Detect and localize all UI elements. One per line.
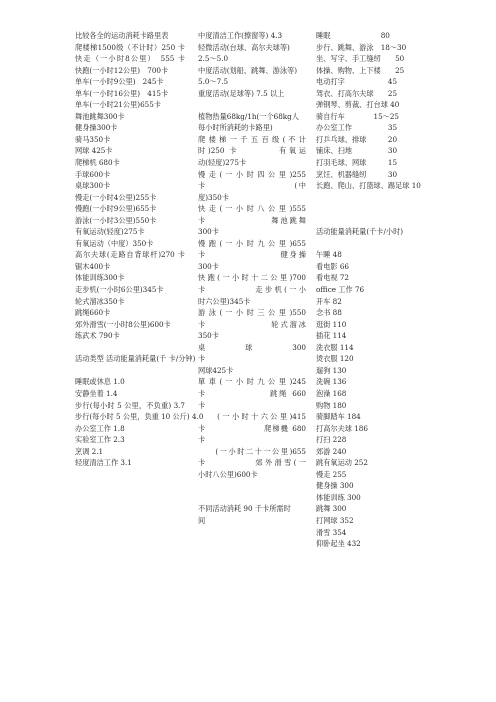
text-line: 爬 楼 梯 一 千 五 百 级 ( 不 计 [198,134,306,144]
text-line: 爬梯机 680卡 [75,158,120,168]
text-line: 300卡 [198,261,219,271]
text-line: 慢 跑 ( 一 小 时 九 公 里 )655 [198,238,306,248]
text-line: 时六公里)345卡 [198,296,251,306]
text-line: 锯木400卡 [75,261,111,271]
text-line: 卡 轮式溜冰 [198,319,306,329]
text-line: 遛狗 130 [316,365,347,375]
text-line: 2.5～5.0 [198,54,229,64]
text-line: 中度清洁工作(擦窗等) 4.3 [198,31,283,40]
text-column-3 [316,30,440,550]
text-line: 打乒乓球、排球 20 [316,134,398,144]
text-line: 不同活动消耗 90 千卡所需时 [198,504,291,514]
text-line: 舞池跳舞300卡 [75,111,125,121]
text-line: 健身操300卡 [75,123,118,133]
text-line [316,203,440,215]
text-line [316,238,440,250]
text-line [316,215,440,227]
text-line: 仰卧起坐 432 [316,539,361,549]
text-line: 网球425卡 [198,365,234,375]
text-line: 滑雪 354 [316,527,347,537]
text-line: 度)350卡 [198,192,229,202]
text-line: 卡 健身操 [198,250,306,260]
text-line: 洗碗 136 [316,377,347,387]
text-line: 烹调 2.1 [75,446,104,456]
text-line: 打羽毛球、网球 15 [316,158,398,168]
text-line: 卡 (中 [198,181,306,191]
text-line: 單 車 ( 一 小 时 九 公 里 )245 [198,377,306,387]
text-line: (一小时十六公里)415 [198,412,306,422]
text-line: 走步机(一小时6公里)345卡 [75,285,164,295]
text-line: 打高尔夫球 186 [316,423,368,433]
text-line [198,99,306,111]
text-line: 5.0～7.5 [198,77,229,87]
text-line: 步行、跳舞、游泳 18～30 [316,42,407,52]
text-line: 轮式溜冰350卡 [75,296,125,306]
text-line: 重度活动(足球等) 7.5 以上 [198,88,285,98]
text-line: 快 走 ( 一 小 时 八 公 里 )555 [198,204,306,214]
text-line: 午睡 48 [316,250,342,260]
text-line: 小时八公里)600卡 [198,469,258,479]
text-line [198,480,306,492]
text-line: 轻微活动(台球、高尔夫球等) [198,42,290,52]
text-line: 手球600卡 [75,169,111,179]
text-line: 单车(一小时16公里) 415卡 [75,88,169,98]
text-line: 驾衣、打高尔夫球 25 [316,88,398,98]
text-line: 每小时所消耗的卡路里) [198,123,273,133]
text-line: 卡 [198,435,206,445]
text-column-1 [75,30,204,469]
text-line [316,192,440,204]
text-line: 爬楼梯1500级（不计时）250 卡 [75,42,185,52]
text-line: 坐、写字、手工缝纫 50 [316,54,405,64]
text-line: 快跑(一小时十二公里)700 [198,273,306,283]
text-line: 打网球 352 [316,515,354,525]
text-line: 电动打字 45 [316,77,398,87]
text-line: 办公室工作 35 [316,123,398,133]
text-line: 骑马350卡 [75,134,111,144]
text-line: 慢跑(一小时9公里)655卡 [75,204,157,214]
text-line: 动(轻度)275卡 [198,158,247,168]
text-line: 活动类型 活动能量消耗量(千 卡/分钟) [75,354,196,364]
text-line: 体能训练 300 [316,492,361,502]
text-line: 植物热量68kg/1h(一个68kg人 [198,111,299,121]
text-line: 烫衣服 120 [316,354,354,364]
text-line: 轻度清洁工作 3.1 [75,458,132,468]
text-line: 网球 425卡 [75,146,113,156]
text-line: 游泳(一小时3公里)550卡 [75,215,157,225]
text-line: 体能训练300卡 [75,273,125,283]
text-line: 活动能量消耗量(千卡/小时) [316,227,404,237]
text-line: 骑自行车 15～25 [316,111,399,121]
text-line [198,492,306,504]
text-line: 跳有氧运动 252 [316,458,368,468]
text-line [75,342,185,354]
text-line: 睡眠 80 [316,31,390,40]
text-line: 办公室工作 1.8 [75,423,125,433]
text-line: 游 泳 ( 一 小 时 三 公 里 )550 [198,308,306,318]
text-line: 慢 走 ( 一 小 时 四 公 里 )255 [198,169,306,179]
text-line: 跳舞 300 [316,504,347,514]
text-line: 时)250 卡 有氧运 [198,146,306,156]
text-line: office 工作 76 [316,285,365,295]
text-line: 300卡 [198,227,219,237]
text-line: 郊游 240 [316,446,347,456]
text-line: 练武术 790卡 [75,331,120,341]
text-line: 卡 走步机(一小 [198,285,306,295]
text-line: 快走（一小时8公里） 555 卡 [75,54,185,64]
text-line: 间 [198,515,206,525]
text-line: 郊外滑雪(一小时8公里)600卡 [75,319,171,329]
text-line: 慢走 255 [316,469,347,479]
text-line: 购物 180 [316,400,347,410]
text-line: 跳绳660卡 [75,308,111,318]
text-line: 卡 舞池跳舞 [198,215,306,225]
text-line: 铺床、扫地 30 [316,146,398,156]
text-line: 快跑(一小时12公里) 700卡 [75,65,169,75]
text-line: 开车 82 [316,296,342,306]
text-line: 高尔夫球(走路自背球杆)270 卡 [75,250,185,260]
text-line: 桌 球 300 [198,342,306,352]
text-line: 卡 跳绳 660 [198,388,306,398]
text-line: 插花 114 [316,331,347,341]
text-line: 实验室工作 2.3 [75,435,125,445]
text-line: 350卡 [198,331,219,341]
text-line: 步行(每小时 5 公里，负重 10 公斤) 4.0 [75,412,204,422]
text-line: 看电视 72 [316,273,349,283]
text-line: 单车(一小时21公里)655卡 [75,100,161,110]
text-line: 安静坐着 1.4 [75,388,118,398]
text-line: 烹饪、机器缝纫 30 [316,169,398,179]
text-line: 看电影 66 [316,261,349,271]
text-line: (一小时二十一公里)655 [198,446,306,456]
text-line: 泡澡 168 [316,388,347,398]
text-line: 有氧运动(轻度)275卡 [75,227,145,237]
text-line: 有氧运动（中度）350卡 [75,238,154,248]
text-line: 卡 郊外滑雪(一 [198,458,306,468]
text-line: 卡 [198,354,206,364]
text-line: 逛街 110 [316,319,347,329]
text-line: 慢走(一小时4公里)255卡 [75,192,157,202]
text-line: 桌球300卡 [75,181,111,191]
text-line: 体操、购物、上下楼 25 [316,65,405,75]
text-line [75,365,185,377]
text-line: 单车(一小时9公里) 245卡 [75,77,164,87]
text-line: 卡 [198,400,206,410]
text-line: 念书 88 [316,308,342,318]
text-line: 洗衣服 114 [316,342,354,352]
text-line: 卡 爬梯機 680 [198,423,306,433]
text-line: 打扫 228 [316,435,347,445]
text-line: 比较各全的运动消耗卡路里表 [75,31,169,40]
text-line: 骑脚踏车 184 [316,412,361,422]
text-column-2 [198,30,306,527]
text-line: 弹钢琴、剪裁、打台球 40 [316,100,400,110]
text-line: 长跑、爬山、打篮球、踢足球 10 [316,181,421,191]
text-line: 健身操 300 [316,481,354,491]
text-line: 中度活动(划船、跳舞、游泳等) [198,65,298,75]
text-line: 步行(每小时 5 公里，不负重) 3.7 [75,400,185,410]
text-line: 睡眠或休息 1.0 [75,377,125,387]
